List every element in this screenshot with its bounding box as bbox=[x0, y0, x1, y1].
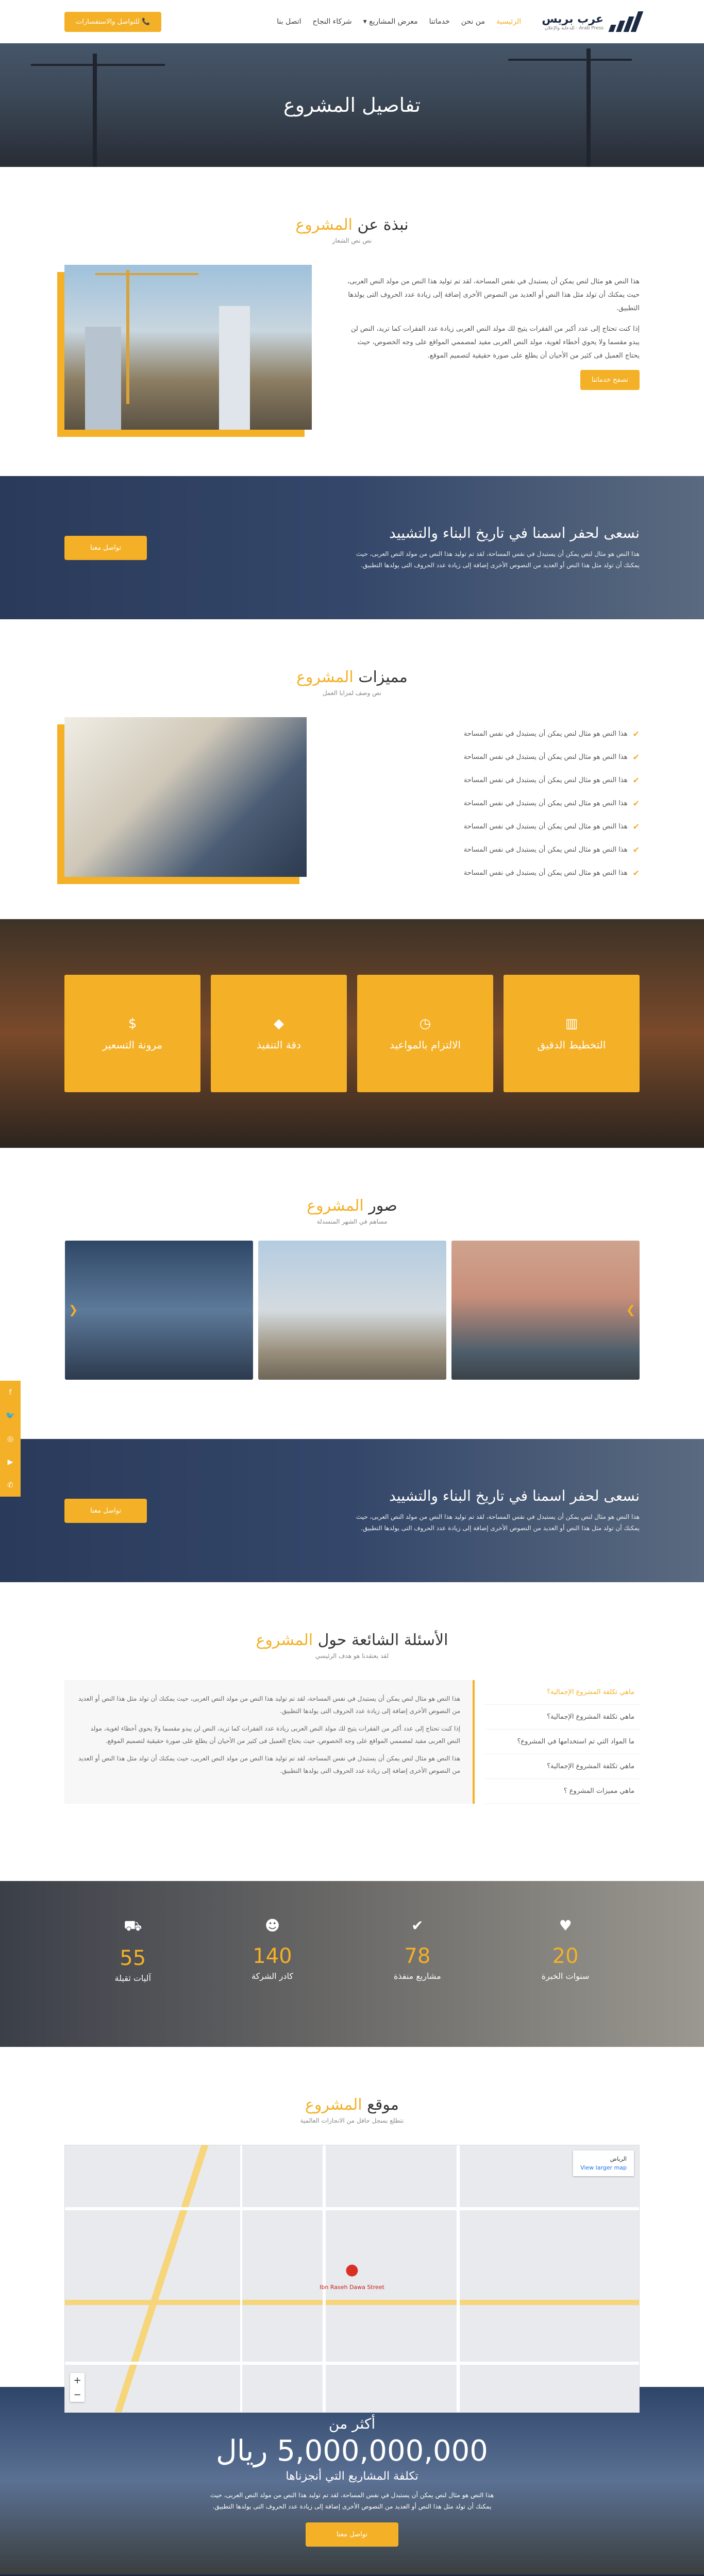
check-icon: ✔ bbox=[632, 868, 640, 878]
answer-text: إذا كنت تحتاج إلى عدد أكبر من الفقرات يتيح لك مولد النص العربى زيادة عدد الفقرات كما تريد، النص لن يبدو مقسما ولا يحوي أخطاء لغوية، مولد النص العربى مفيد لمصممي المواقع على وجه الخصوص، حيث يحتاج العميل فى كثير من الأحيان أن يطلع على صورة حقيقية لتصميم الموقع. bbox=[90, 1725, 460, 1744]
answer-text: هذا النص هو مثال لنص يمكن أن يستبدل في نفس المساحة، لقد تم توليد هذا النص من مولد النص العربى، حيث يمكنك أن تولد مثل هذا النص أو العديد من النصوص الأخرى إضافة إلى زيادة عدد الحروف التى يولدها التطبيق. bbox=[78, 1755, 460, 1774]
value-card bbox=[504, 975, 640, 1092]
stat-item bbox=[542, 1917, 590, 1983]
stat-number: 20 bbox=[552, 1944, 579, 1968]
logo-title: عرب بريس bbox=[542, 12, 604, 26]
moneybag-icon: $ bbox=[128, 1016, 137, 1031]
faq-section bbox=[0, 1582, 704, 1881]
about-subtitle: نص نص الشعار bbox=[332, 237, 372, 244]
nav-partners[interactable]: شركاء النجاح bbox=[312, 18, 352, 26]
faq-question[interactable]: ماهي تكلفة المشروع الإجمالية؟ bbox=[485, 1754, 640, 1779]
features-list bbox=[338, 717, 640, 885]
card-label: مرونة التسعير bbox=[102, 1039, 163, 1051]
nav-home[interactable]: الرئيسية bbox=[496, 18, 522, 26]
list-item bbox=[338, 838, 640, 861]
features-section bbox=[0, 619, 704, 919]
cost-amount: 5,000,000,000 ريال bbox=[216, 2434, 488, 2468]
nav-projects[interactable]: معرض المشاريع ▾ bbox=[363, 18, 418, 26]
stat-label: آليات ثقيلة bbox=[114, 1973, 151, 1983]
stat-number: 78 bbox=[404, 1944, 431, 1968]
zoom-out-icon[interactable]: − bbox=[73, 2389, 81, 2400]
heading-highlight: المشروع bbox=[307, 1197, 364, 1215]
values-section bbox=[0, 919, 704, 1148]
zoom-in-icon[interactable]: + bbox=[73, 2375, 81, 2386]
about-paragraph: إذا كنت تحتاج إلى عدد أكبر من الفقرات يتيح لك مولد النص العربى زيادة عدد الفقرات كما تريد، النص لن يبدو مقسما ولا يحوي أخطاء لغوية، مولد النص العربى مفيد لمصممي المواقع على وجه الخصوص، حيث يحتاج العميل فى كثير من الأحيان أن يطلع على صورة حقيقية لتصميم الموقع. bbox=[350, 325, 640, 360]
stat-label: كادر الشركة bbox=[251, 1971, 293, 1981]
faq-question[interactable]: ماهي تكلفة المشروع الإجمالية؟ bbox=[485, 1680, 640, 1705]
value-card bbox=[211, 975, 347, 1092]
cta-banner bbox=[0, 476, 704, 619]
list-item bbox=[338, 792, 640, 815]
gallery-image[interactable] bbox=[258, 1241, 446, 1380]
list-item bbox=[338, 861, 640, 885]
logo[interactable] bbox=[542, 11, 640, 32]
banner-title: نسعى لحفر اسمنا في تاريخ البناء والتشييد bbox=[389, 1487, 640, 1504]
stat-label: سنوات الخبرة bbox=[541, 1971, 590, 1981]
map-pin-icon: ● bbox=[345, 2261, 359, 2279]
floating-social-bar bbox=[0, 1381, 21, 1497]
features-image bbox=[64, 717, 307, 877]
check-icon: ✔ bbox=[632, 775, 640, 785]
stat-item bbox=[115, 1917, 151, 1983]
heading-part: صور bbox=[368, 1197, 397, 1215]
view-larger-map-link[interactable]: View larger map bbox=[580, 2164, 627, 2171]
feature-text: هذا النص هو مثال لنص يمكن أن يستبدل في نفس المساحة bbox=[463, 846, 628, 854]
banner-text: هذا النص هو مثال لنص يمكن أن يستبدل في نفس المساحة، لقد تم توليد هذا النص من مولد النص العربى، حيث يمكنك أن تولد مثل هذا النص أو العديد من النصوص الأخرى إضافة إلى زيادة عدد الحروف التى يولدها التطبيق. bbox=[356, 1513, 640, 1532]
site-header bbox=[0, 0, 704, 43]
heart-icon: ♥ bbox=[559, 1917, 572, 1934]
stat-number: 140 bbox=[253, 1944, 292, 1968]
check-icon: ✔ bbox=[632, 752, 640, 762]
faq-question[interactable]: ماهي مميزات المشروع ؟ bbox=[485, 1779, 640, 1804]
feature-text: هذا النص هو مثال لنص يمكن أن يستبدل في نفس المساحة bbox=[463, 823, 628, 831]
about-image bbox=[64, 265, 312, 430]
facebook-icon[interactable]: f bbox=[9, 1388, 12, 1397]
list-item bbox=[338, 769, 640, 792]
page-title: تفاصيل المشروع bbox=[283, 94, 421, 116]
feature-text: هذا النص هو مثال لنص يمكن أن يستبدل في نفس المساحة bbox=[463, 800, 628, 807]
map-place: الرياض bbox=[610, 2156, 627, 2162]
check-icon: ✔ bbox=[632, 799, 640, 808]
faq-question[interactable]: ما المواد التي تم استخدامها في المشروع؟ bbox=[485, 1730, 640, 1754]
chevron-left-icon[interactable]: ❮ bbox=[69, 1303, 78, 1317]
nav-contact[interactable]: اتصل بنا bbox=[277, 18, 301, 26]
chart-icon: ▥ bbox=[565, 1016, 578, 1031]
banner-title: نسعى لحفر اسمنا في تاريخ البناء والتشييد bbox=[389, 524, 640, 541]
zoom-controls bbox=[70, 2373, 85, 2402]
location-heading bbox=[0, 2096, 704, 2114]
heading-highlight: المشروع bbox=[256, 1631, 313, 1649]
browse-services-button[interactable]: تصفح خدماتنا bbox=[580, 370, 640, 390]
heading-part: موقع bbox=[367, 2096, 399, 2114]
banner-text: هذا النص هو مثال لنص يمكن أن يستبدل في نفس المساحة، لقد تم توليد هذا النص من مولد النص العربى، حيث يمكنك أن تولد مثل هذا النص أو العديد من النصوص الأخرى إضافة إلى زيادة عدد الحروف التى يولدها التطبيق. bbox=[356, 550, 640, 569]
pin-label: Ibn Raseh Dawa Street bbox=[320, 2284, 384, 2291]
feature-text: هذا النص هو مثال لنص يمكن أن يستبدل في نفس المساحة bbox=[463, 753, 628, 761]
map-info-box bbox=[573, 2150, 634, 2176]
main-nav bbox=[277, 18, 521, 26]
feature-text: هذا النص هو مثال لنص يمكن أن يستبدل في نفس المساحة bbox=[463, 869, 628, 877]
faq-questions bbox=[485, 1680, 640, 1804]
about-paragraph: هذا النص هو مثال لنص يمكن أن يستبدل في نفس المساحة، لقد تم توليد هذا النص من مولد النص العربى، حيث يمكنك أن تولد مثل هذا النص أو العديد من النصوص الأخرى إضافة إلى زيادة عدد الحروف التى يولدها التطبيق. bbox=[347, 278, 640, 312]
check-icon: ✔ bbox=[632, 822, 640, 832]
heading-part: الأسئلة الشائعة حول bbox=[317, 1631, 448, 1649]
heading-highlight: المشروع bbox=[296, 668, 354, 686]
diamond-icon: ◆ bbox=[274, 1016, 284, 1031]
gallery-image[interactable] bbox=[65, 1241, 253, 1380]
clock-icon: ◷ bbox=[419, 1016, 431, 1031]
check-icon: ✔ bbox=[411, 1917, 424, 1934]
faq-subtitle: لقد يعتقدنا هو هدف الرئيسي bbox=[315, 1652, 389, 1659]
stat-number: 55 bbox=[120, 1946, 146, 1970]
check-icon: ✔ bbox=[632, 729, 640, 739]
contact-us-button[interactable]: تواصل معنا bbox=[64, 1499, 147, 1523]
check-icon: ✔ bbox=[632, 845, 640, 855]
card-label: الالتزام بالمواعيد bbox=[389, 1039, 461, 1051]
contact-us-button[interactable]: تواصل معنا bbox=[64, 536, 147, 560]
heading-part: نبذة عن bbox=[357, 216, 409, 234]
stat-item bbox=[394, 1917, 441, 1983]
twitter-icon[interactable]: 🐦 bbox=[6, 1411, 15, 1420]
cta-banner-2 bbox=[0, 1439, 704, 1582]
cost-section bbox=[0, 2387, 704, 2574]
cost-caption: تكلفة المشاريع التي أنجزناها bbox=[286, 2470, 418, 2483]
logo-subtitle: Arab Press · للدعاية والإعلان bbox=[544, 25, 604, 31]
list-item bbox=[338, 815, 640, 838]
answer-text: هذا النص هو مثال لنص يمكن أن يستبدل في نفس المساحة، لقد تم توليد هذا النص من مولد النص العربى، حيث يمكنك أن تولد مثل هذا النص أو العديد من النصوص الأخرى إضافة إلى زيادة عدد الحروف التى يولدها التطبيق. bbox=[78, 1695, 460, 1715]
card-label: التخطيط الدقيق bbox=[537, 1039, 606, 1051]
heading-highlight: المشروع bbox=[295, 216, 353, 234]
logo-mark-icon bbox=[609, 11, 640, 32]
gallery-section bbox=[0, 1148, 704, 1439]
stats-section bbox=[0, 1881, 704, 2047]
chevron-right-icon[interactable]: ❯ bbox=[626, 1303, 635, 1317]
list-item bbox=[338, 745, 640, 769]
youtube-icon[interactable]: ▶ bbox=[7, 1458, 13, 1466]
contact-cta-button[interactable]: 📞 للتواصل والاستفسارات bbox=[64, 12, 161, 32]
gallery-image[interactable] bbox=[451, 1241, 640, 1380]
cost-prefix: أكثر من bbox=[328, 2415, 376, 2432]
about-heading bbox=[0, 216, 704, 234]
location-section bbox=[0, 2047, 704, 2400]
cost-text: هذا النص هو مثال لنص يمكن أن يستبدل في نفس المساحة، لقد تم توليد هذا النص من مولد النص العربى، حيث يمكنك أن تولد مثل هذا النص أو العديد من النصوص الأخرى إضافة إلى زيادة عدد الحروف التى يولدها التطبيق. bbox=[210, 2492, 494, 2510]
gallery-slider bbox=[64, 1241, 640, 1380]
faq-heading bbox=[0, 1631, 704, 1649]
faq-question[interactable]: ماهي تكلفة المشروع الإجمالية؟ bbox=[485, 1705, 640, 1730]
value-card bbox=[357, 975, 493, 1092]
stat-item bbox=[252, 1917, 293, 1983]
features-subtitle: نص وصف لمزايا العمل bbox=[322, 689, 382, 697]
team-icon: ☻ bbox=[264, 1917, 280, 1934]
contact-us-button[interactable]: تواصل معنا bbox=[306, 2522, 398, 2547]
embedded-map[interactable] bbox=[64, 2145, 640, 2413]
value-card bbox=[64, 975, 200, 1092]
gallery-subtitle: مساهم في الشهر المنسدلة bbox=[316, 1218, 388, 1225]
feature-text: هذا النص هو مثال لنص يمكن أن يستبدل في نفس المساحة bbox=[463, 730, 628, 738]
feature-text: هذا النص هو مثال لنص يمكن أن يستبدل في نفس المساحة bbox=[463, 776, 628, 784]
heading-part: مميزات bbox=[358, 668, 408, 686]
card-label: دقة التنفيذ bbox=[257, 1039, 301, 1051]
whatsapp-icon[interactable]: ✆ bbox=[7, 1481, 13, 1489]
faq-answer bbox=[64, 1680, 475, 1804]
instagram-icon[interactable]: ◎ bbox=[7, 1434, 14, 1443]
list-item bbox=[338, 722, 640, 745]
about-section bbox=[0, 167, 704, 476]
page-hero bbox=[0, 43, 704, 167]
stat-label: مشاريع منفذة bbox=[393, 1971, 441, 1981]
nav-services[interactable]: خدماتنا bbox=[429, 18, 450, 26]
gallery-heading bbox=[0, 1197, 704, 1215]
heading-highlight: المشروع bbox=[305, 2096, 362, 2114]
excavator-icon: ⛟ bbox=[124, 1917, 142, 1934]
features-heading bbox=[0, 668, 704, 686]
location-subtitle: نتطلع بسجل حافل من الانجازات العالمية bbox=[300, 2117, 404, 2124]
nav-about[interactable]: من نحن bbox=[461, 18, 485, 26]
